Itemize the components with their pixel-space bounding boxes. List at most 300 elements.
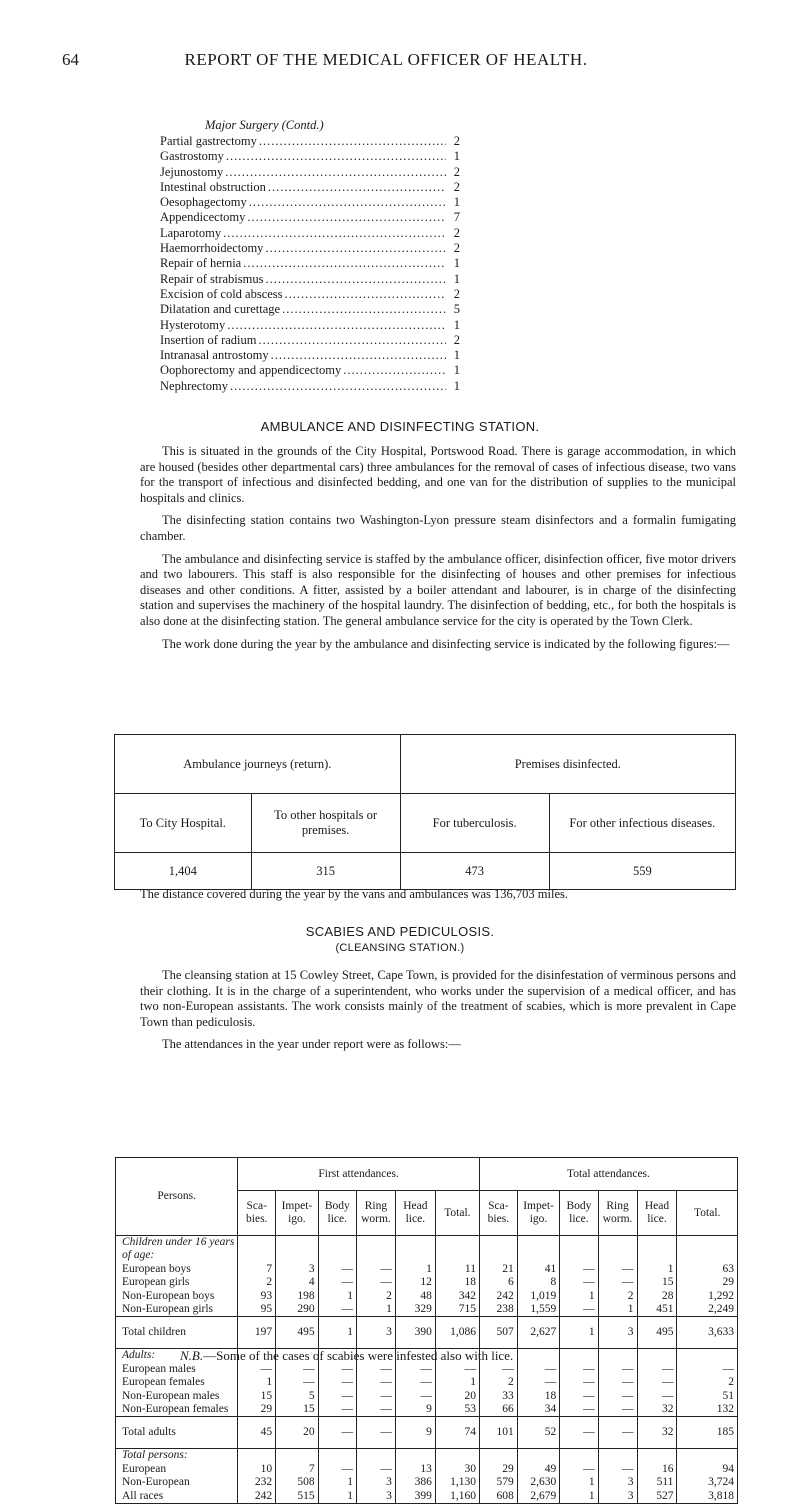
operation-count: 2 bbox=[453, 134, 460, 148]
total-col-header bbox=[517, 1191, 560, 1236]
empty-cell bbox=[238, 1236, 276, 1250]
ambulance-paragraph: The ambulance and disinfecting service is staffed by the ambulance officer, disinfection officer, five motor drivers and two labourers. This staff is also responsible for the disinfecting of houses and other premises for infectious diseases and other conditions. A fitter, assisted by a boiler attendant and labourer, is in charge of the disinfecting station and supervises the machinery of the hospital laundry. The disinfection of bedding, etc., for both the hospitals is also done at the disinfecting station. The general ambulance service for the city is operated by the Town Clerk. bbox=[140, 551, 736, 628]
total-value-cell: 2,630 bbox=[517, 1476, 560, 1489]
total-value-cell: 21 bbox=[479, 1263, 517, 1276]
leader-dots bbox=[343, 363, 446, 378]
empty-cell bbox=[517, 1249, 560, 1262]
empty-cell bbox=[276, 1449, 319, 1463]
total-value-cell: 3,633 bbox=[677, 1317, 738, 1349]
operation-count: 5 bbox=[453, 302, 460, 317]
total-value-cell: 451 bbox=[637, 1303, 677, 1317]
section-heading: Total persons: bbox=[116, 1449, 238, 1463]
empty-cell bbox=[479, 1249, 517, 1262]
total-value-cell: 1,559 bbox=[517, 1303, 560, 1317]
col-header-line: Total. bbox=[694, 1206, 721, 1219]
total-value-cell: — bbox=[560, 1276, 598, 1289]
row-label: Total children bbox=[116, 1317, 238, 1349]
operation-name: Intestinal obstruction bbox=[160, 179, 266, 194]
first-value-cell: 13 bbox=[395, 1463, 435, 1476]
ambulance-heading: AMBULANCE AND DISINFECTING STATION. bbox=[260, 419, 540, 434]
first-value-cell: 1,130 bbox=[435, 1476, 479, 1489]
total-value-cell: 94 bbox=[677, 1463, 738, 1476]
value-city-hospital: 1,404 bbox=[115, 853, 252, 890]
first-value-cell: — bbox=[356, 1417, 395, 1449]
leader-dots bbox=[249, 195, 446, 210]
total-value-cell: 242 bbox=[479, 1290, 517, 1303]
total-value-cell: — bbox=[598, 1463, 637, 1476]
operation-name: Hysterotomy bbox=[160, 317, 226, 332]
first-col-header bbox=[356, 1191, 395, 1236]
premises-header: Premises disinfected. bbox=[400, 735, 735, 794]
first-value-cell: 15 bbox=[238, 1390, 276, 1403]
operation-row bbox=[160, 348, 460, 363]
col-header-line: Sca- bbox=[488, 1200, 509, 1212]
first-value-cell: 508 bbox=[276, 1476, 319, 1489]
empty-cell bbox=[479, 1236, 517, 1250]
ambulance-paragraph: The disinfecting station contains two Washington-Lyon pressure steam disinfectors and a formalin fumigating chamber. bbox=[140, 513, 736, 543]
total-value-cell: — bbox=[598, 1263, 637, 1276]
first-value-cell: 3 bbox=[276, 1263, 319, 1276]
leader-dots bbox=[265, 241, 446, 256]
table-row bbox=[116, 1263, 738, 1276]
total-value-cell: 1 bbox=[637, 1263, 677, 1276]
first-value-cell: 9 bbox=[395, 1417, 435, 1449]
col-header-line: lice. bbox=[647, 1213, 667, 1225]
first-value-cell: 45 bbox=[238, 1417, 276, 1449]
total-value-cell: 2 bbox=[598, 1290, 637, 1303]
empty-cell bbox=[637, 1449, 677, 1463]
total-value-cell: — bbox=[560, 1376, 598, 1389]
operation-name: Insertion of radium bbox=[160, 332, 257, 347]
col-header-line: Head bbox=[403, 1200, 428, 1212]
operation-count: 2 bbox=[453, 225, 460, 240]
scabies-heading: SCABIES AND PEDICULOSIS. bbox=[305, 924, 495, 939]
empty-cell bbox=[560, 1249, 598, 1262]
first-value-cell: 3 bbox=[356, 1490, 395, 1504]
total-value-cell: 1,292 bbox=[677, 1290, 738, 1303]
first-value-cell: — bbox=[356, 1276, 395, 1289]
section-heading-row bbox=[116, 1449, 738, 1463]
total-value-cell: 15 bbox=[637, 1276, 677, 1289]
operation-name: Repair of strabismus bbox=[160, 271, 264, 286]
total-value-cell: — bbox=[517, 1363, 560, 1376]
col-header-line: lice. bbox=[405, 1213, 426, 1225]
operation-row bbox=[160, 134, 460, 149]
col-header-line: Impet- bbox=[523, 1200, 554, 1212]
first-value-cell: — bbox=[435, 1363, 479, 1376]
row-label: Non-European bbox=[116, 1476, 238, 1489]
total-value-cell: 579 bbox=[479, 1476, 517, 1489]
leader-dots bbox=[223, 226, 446, 241]
total-value-cell: — bbox=[598, 1363, 637, 1376]
first-col-header bbox=[435, 1191, 479, 1236]
total-value-cell: 507 bbox=[479, 1317, 517, 1349]
total-value-cell: — bbox=[637, 1363, 677, 1376]
row-label: Non-European girls bbox=[116, 1303, 238, 1317]
first-value-cell: 329 bbox=[395, 1303, 435, 1317]
total-col-header bbox=[560, 1191, 598, 1236]
total-value-cell: — bbox=[560, 1363, 598, 1376]
operation-row bbox=[160, 180, 460, 195]
first-value-cell: 29 bbox=[238, 1403, 276, 1417]
first-value-cell: 2 bbox=[356, 1290, 395, 1303]
row-label: European bbox=[116, 1463, 238, 1476]
total-value-cell: 527 bbox=[637, 1490, 677, 1504]
total-value-cell: 3 bbox=[598, 1490, 637, 1504]
operation-row bbox=[160, 165, 460, 180]
operation-rows bbox=[160, 134, 460, 394]
first-value-cell: 198 bbox=[276, 1290, 319, 1303]
table-row bbox=[116, 1463, 738, 1476]
operation-count: 2 bbox=[453, 241, 460, 256]
empty-cell bbox=[395, 1236, 435, 1250]
first-value-cell: 3 bbox=[356, 1476, 395, 1489]
total-value-cell: 185 bbox=[677, 1417, 738, 1449]
total-value-cell: 238 bbox=[479, 1303, 517, 1317]
first-value-cell: 197 bbox=[238, 1317, 276, 1349]
total-value-cell: 3,724 bbox=[677, 1476, 738, 1489]
table-row bbox=[116, 1363, 738, 1376]
total-value-cell: 29 bbox=[677, 1276, 738, 1289]
first-value-cell: 74 bbox=[435, 1417, 479, 1449]
leader-dots bbox=[225, 165, 446, 180]
operation-row bbox=[160, 272, 460, 287]
row-label: European girls bbox=[116, 1276, 238, 1289]
col-header-line: igo. bbox=[529, 1213, 548, 1225]
value-tuberculosis: 473 bbox=[400, 853, 549, 890]
empty-cell bbox=[637, 1249, 677, 1262]
scabies-paragraph: The attendances in the year under report were as follows:— bbox=[162, 1037, 461, 1052]
empty-cell bbox=[560, 1349, 598, 1363]
major-surgery-list bbox=[160, 117, 460, 394]
total-col-header bbox=[479, 1191, 517, 1236]
total-value-cell: 32 bbox=[637, 1417, 677, 1449]
total-value-cell: 2 bbox=[677, 1376, 738, 1389]
col-header-line: Total. bbox=[444, 1206, 471, 1219]
empty-cell bbox=[238, 1449, 276, 1463]
total-value-cell: 29 bbox=[479, 1463, 517, 1476]
leader-dots bbox=[282, 302, 446, 317]
row-label: European males bbox=[116, 1363, 238, 1376]
table-row bbox=[116, 1317, 738, 1349]
table-row bbox=[116, 1290, 738, 1303]
first-value-cell: 48 bbox=[395, 1290, 435, 1303]
col-other-hospitals: To other hospitals or premises. bbox=[251, 794, 400, 853]
operation-name: Repair of hernia bbox=[160, 256, 242, 271]
row-label: All races bbox=[116, 1490, 238, 1504]
first-value-cell: 242 bbox=[238, 1490, 276, 1504]
first-value-cell: — bbox=[318, 1303, 356, 1317]
page-header bbox=[62, 50, 710, 76]
section-heading-row bbox=[116, 1249, 738, 1262]
operation-count: 2 bbox=[453, 286, 460, 301]
first-value-cell: 1 bbox=[318, 1290, 356, 1303]
total-value-cell: 1 bbox=[560, 1317, 598, 1349]
total-value-cell: 8 bbox=[517, 1276, 560, 1289]
scabies-paragraph: The cleansing station at 15 Cowley Street, Cape Town, is provided for the disinfestation of verminous persons and their clothing. It is in the charge of a superintendent, who works under the supervision of a medical officer, and has two non-European assistants. The work consists mainly of the treatment of scabies, which is more prevalent in Cape Town than pediculosis. bbox=[140, 968, 736, 1029]
total-value-cell: 63 bbox=[677, 1263, 738, 1276]
first-value-cell: — bbox=[318, 1263, 356, 1276]
table-row bbox=[116, 1417, 738, 1449]
footnote-text: —Some of the cases of scabies were infested also with lice. bbox=[203, 1348, 514, 1363]
total-value-cell: — bbox=[560, 1303, 598, 1317]
first-value-cell: 7 bbox=[238, 1263, 276, 1276]
total-value-cell: 66 bbox=[479, 1403, 517, 1417]
total-value-cell: 608 bbox=[479, 1490, 517, 1504]
empty-cell bbox=[517, 1449, 560, 1463]
first-value-cell: 1 bbox=[435, 1376, 479, 1389]
first-col-header bbox=[318, 1191, 356, 1236]
first-value-cell: 390 bbox=[395, 1317, 435, 1349]
first-col-header bbox=[395, 1191, 435, 1236]
leader-dots bbox=[230, 379, 446, 394]
empty-cell bbox=[435, 1449, 479, 1463]
total-value-cell: — bbox=[479, 1363, 517, 1376]
total-value-cell: — bbox=[560, 1463, 598, 1476]
total-value-cell: — bbox=[598, 1390, 637, 1403]
first-value-cell: 1,086 bbox=[435, 1317, 479, 1349]
operation-count: 1 bbox=[453, 363, 460, 378]
ambulance-paragraph: The work done during the year by the ambulance and disinfecting service is indicated by the following figures:— bbox=[162, 636, 730, 651]
leader-dots bbox=[265, 272, 446, 287]
col-header-line: bies. bbox=[487, 1213, 510, 1225]
total-col-header bbox=[598, 1191, 637, 1236]
total-value-cell: — bbox=[560, 1417, 598, 1449]
first-value-cell: 1 bbox=[318, 1317, 356, 1349]
operation-name: Gastrostomy bbox=[160, 149, 224, 164]
page-number: 64 bbox=[62, 50, 79, 69]
first-value-cell: 20 bbox=[435, 1390, 479, 1403]
total-value-cell: 1 bbox=[560, 1290, 598, 1303]
operation-row bbox=[160, 226, 460, 241]
empty-cell bbox=[318, 1236, 356, 1250]
first-col-header bbox=[276, 1191, 319, 1236]
leader-dots bbox=[259, 333, 446, 348]
total-col-header bbox=[637, 1191, 677, 1236]
first-value-cell: 95 bbox=[238, 1303, 276, 1317]
operation-row bbox=[160, 241, 460, 256]
operation-row bbox=[160, 195, 460, 210]
leader-dots bbox=[271, 348, 446, 363]
empty-cell bbox=[677, 1249, 738, 1262]
first-value-cell: — bbox=[318, 1376, 356, 1389]
section-heading: Adults: bbox=[116, 1349, 238, 1363]
first-value-cell: 495 bbox=[276, 1317, 319, 1349]
first-value-cell: 232 bbox=[238, 1476, 276, 1489]
total-value-cell: 6 bbox=[479, 1276, 517, 1289]
leader-dots bbox=[285, 287, 446, 302]
leader-dots bbox=[226, 149, 446, 164]
total-value-cell: 1 bbox=[560, 1476, 598, 1489]
total-value-cell: — bbox=[560, 1263, 598, 1276]
first-value-cell: 399 bbox=[395, 1490, 435, 1504]
first-value-cell: 12 bbox=[395, 1276, 435, 1289]
operation-row bbox=[160, 302, 460, 317]
empty-cell bbox=[276, 1249, 319, 1262]
first-value-cell: 1,160 bbox=[435, 1490, 479, 1504]
total-value-cell: — bbox=[517, 1376, 560, 1389]
first-value-cell: — bbox=[356, 1390, 395, 1403]
col-header-line: Sca- bbox=[246, 1200, 267, 1212]
operation-row bbox=[160, 363, 460, 378]
first-value-cell: 20 bbox=[276, 1417, 319, 1449]
operation-count: 1 bbox=[453, 378, 460, 393]
table-row bbox=[116, 1376, 738, 1389]
page-title: REPORT OF THE MEDICAL OFFICER OF HEALTH. bbox=[184, 50, 588, 69]
operation-name: Nephrectomy bbox=[160, 378, 229, 393]
empty-cell bbox=[517, 1349, 560, 1363]
total-value-cell: 101 bbox=[479, 1417, 517, 1449]
operation-row bbox=[160, 149, 460, 164]
operation-count: 2 bbox=[453, 179, 460, 194]
col-header-line: Ring bbox=[606, 1200, 629, 1212]
total-value-cell: — bbox=[598, 1417, 637, 1449]
operation-row bbox=[160, 287, 460, 302]
first-value-cell: — bbox=[395, 1363, 435, 1376]
operation-row bbox=[160, 318, 460, 333]
total-value-cell: 1 bbox=[598, 1303, 637, 1317]
section-heading: Children under 16 years bbox=[116, 1236, 238, 1250]
first-value-cell: 1 bbox=[318, 1476, 356, 1489]
table-row bbox=[116, 1276, 738, 1289]
operation-count: 1 bbox=[453, 348, 460, 363]
empty-cell bbox=[560, 1449, 598, 1463]
first-value-cell: 1 bbox=[238, 1376, 276, 1389]
operation-count: 1 bbox=[453, 271, 460, 286]
total-value-cell: 3,818 bbox=[677, 1490, 738, 1504]
first-value-cell: — bbox=[395, 1376, 435, 1389]
operation-name: Partial gastrectomy bbox=[160, 134, 257, 148]
operation-count: 1 bbox=[453, 149, 460, 164]
empty-cell bbox=[637, 1236, 677, 1250]
empty-cell bbox=[238, 1249, 276, 1262]
row-label: Total adults bbox=[116, 1417, 238, 1449]
col-city-hospital: To City Hospital. bbox=[115, 794, 252, 853]
empty-cell bbox=[479, 1449, 517, 1463]
empty-cell bbox=[560, 1236, 598, 1250]
col-header-line: Head bbox=[644, 1200, 670, 1212]
first-attendances-header: First attendances. bbox=[238, 1158, 480, 1191]
total-value-cell: 33 bbox=[479, 1390, 517, 1403]
first-value-cell: — bbox=[356, 1403, 395, 1417]
empty-cell bbox=[356, 1449, 395, 1463]
total-value-cell: 1 bbox=[560, 1490, 598, 1504]
journeys-header: Ambulance journeys (return). bbox=[115, 735, 401, 794]
first-value-cell: — bbox=[356, 1363, 395, 1376]
first-value-cell: — bbox=[356, 1376, 395, 1389]
table-row bbox=[116, 1390, 738, 1403]
empty-cell bbox=[637, 1349, 677, 1363]
total-value-cell: 52 bbox=[517, 1417, 560, 1449]
operation-count: 2 bbox=[453, 164, 460, 179]
first-value-cell: — bbox=[318, 1417, 356, 1449]
leader-dots bbox=[259, 134, 446, 149]
col-header-line: igo. bbox=[288, 1213, 306, 1225]
major-surgery-subtitle: Major Surgery (Contd.) bbox=[205, 118, 324, 132]
total-col-header bbox=[677, 1191, 738, 1236]
operation-row bbox=[160, 333, 460, 348]
scabies-subheading: (CLEANSING STATION.) bbox=[335, 942, 465, 954]
first-value-cell: — bbox=[238, 1363, 276, 1376]
total-value-cell: — bbox=[598, 1276, 637, 1289]
col-tuberculosis: For tuberculosis. bbox=[400, 794, 549, 853]
empty-cell bbox=[435, 1249, 479, 1262]
first-value-cell: — bbox=[276, 1376, 319, 1389]
ambulance-paragraph: This is situated in the grounds of the City Hospital, Portswood Road. There is garage accommodation, in which are housed (besides other departmental cars) three ambulances for the removal of cases of infectious disease, two vans for the transport of infectious and disinfected bedding, and one van for the distribution of supplies to the municipal hospitals and clinics. bbox=[140, 444, 736, 505]
total-value-cell: 2 bbox=[479, 1376, 517, 1389]
row-label: European boys bbox=[116, 1263, 238, 1276]
total-attendances-header: Total attendances. bbox=[479, 1158, 737, 1191]
first-value-cell: 1 bbox=[395, 1263, 435, 1276]
operation-name: Oophorectomy and appendicectomy bbox=[160, 363, 342, 378]
first-value-cell: 290 bbox=[276, 1303, 319, 1317]
first-value-cell: 93 bbox=[238, 1290, 276, 1303]
total-value-cell: — bbox=[637, 1376, 677, 1389]
operation-name: Intranasal antrostomy bbox=[160, 348, 269, 363]
first-value-cell: 3 bbox=[356, 1317, 395, 1349]
first-value-cell: — bbox=[276, 1363, 319, 1376]
empty-cell bbox=[318, 1249, 356, 1262]
total-value-cell: — bbox=[560, 1403, 598, 1417]
total-value-cell: — bbox=[637, 1390, 677, 1403]
first-value-cell: — bbox=[318, 1363, 356, 1376]
table-row bbox=[116, 1490, 738, 1504]
first-value-cell: — bbox=[395, 1390, 435, 1403]
attendance-table bbox=[115, 1157, 738, 1504]
operation-row bbox=[160, 210, 460, 225]
empty-cell bbox=[517, 1236, 560, 1250]
first-value-cell: 342 bbox=[435, 1290, 479, 1303]
col-header-line: Body bbox=[324, 1200, 350, 1212]
empty-cell bbox=[435, 1236, 479, 1250]
operation-name: Haemorrhoidectomy bbox=[160, 241, 264, 256]
operation-count: 1 bbox=[453, 317, 460, 332]
first-value-cell: 9 bbox=[395, 1403, 435, 1417]
total-value-cell: 2,679 bbox=[517, 1490, 560, 1504]
empty-cell bbox=[598, 1249, 637, 1262]
col-header-line: lice. bbox=[569, 1213, 589, 1225]
first-value-cell: — bbox=[356, 1463, 395, 1476]
col-header-line: Ring bbox=[364, 1200, 388, 1212]
section-heading-row bbox=[116, 1236, 738, 1250]
operation-row bbox=[160, 379, 460, 394]
first-value-cell: 11 bbox=[435, 1263, 479, 1276]
first-value-cell: 4 bbox=[276, 1276, 319, 1289]
first-value-cell: — bbox=[356, 1263, 395, 1276]
first-value-cell: 1 bbox=[356, 1303, 395, 1317]
first-value-cell: 386 bbox=[395, 1476, 435, 1489]
total-value-cell: — bbox=[598, 1376, 637, 1389]
value-other-hospitals: 315 bbox=[251, 853, 400, 890]
col-header-line: Body bbox=[566, 1200, 592, 1212]
first-value-cell: 515 bbox=[276, 1490, 319, 1504]
ambulance-table bbox=[114, 734, 736, 890]
total-value-cell: 32 bbox=[637, 1403, 677, 1417]
first-value-cell: 5 bbox=[276, 1390, 319, 1403]
first-col-header bbox=[238, 1191, 276, 1236]
operation-count: 1 bbox=[453, 256, 460, 271]
total-value-cell: 495 bbox=[637, 1317, 677, 1349]
col-other-infectious: For other infectious diseases. bbox=[549, 794, 735, 853]
first-value-cell: 10 bbox=[238, 1463, 276, 1476]
total-value-cell: 28 bbox=[637, 1290, 677, 1303]
operation-count: 7 bbox=[453, 210, 460, 225]
empty-cell bbox=[598, 1236, 637, 1250]
operation-name: Excision of cold abscess bbox=[160, 286, 283, 301]
total-value-cell: 41 bbox=[517, 1263, 560, 1276]
value-other-infectious: 559 bbox=[549, 853, 735, 890]
table-row bbox=[116, 1403, 738, 1417]
